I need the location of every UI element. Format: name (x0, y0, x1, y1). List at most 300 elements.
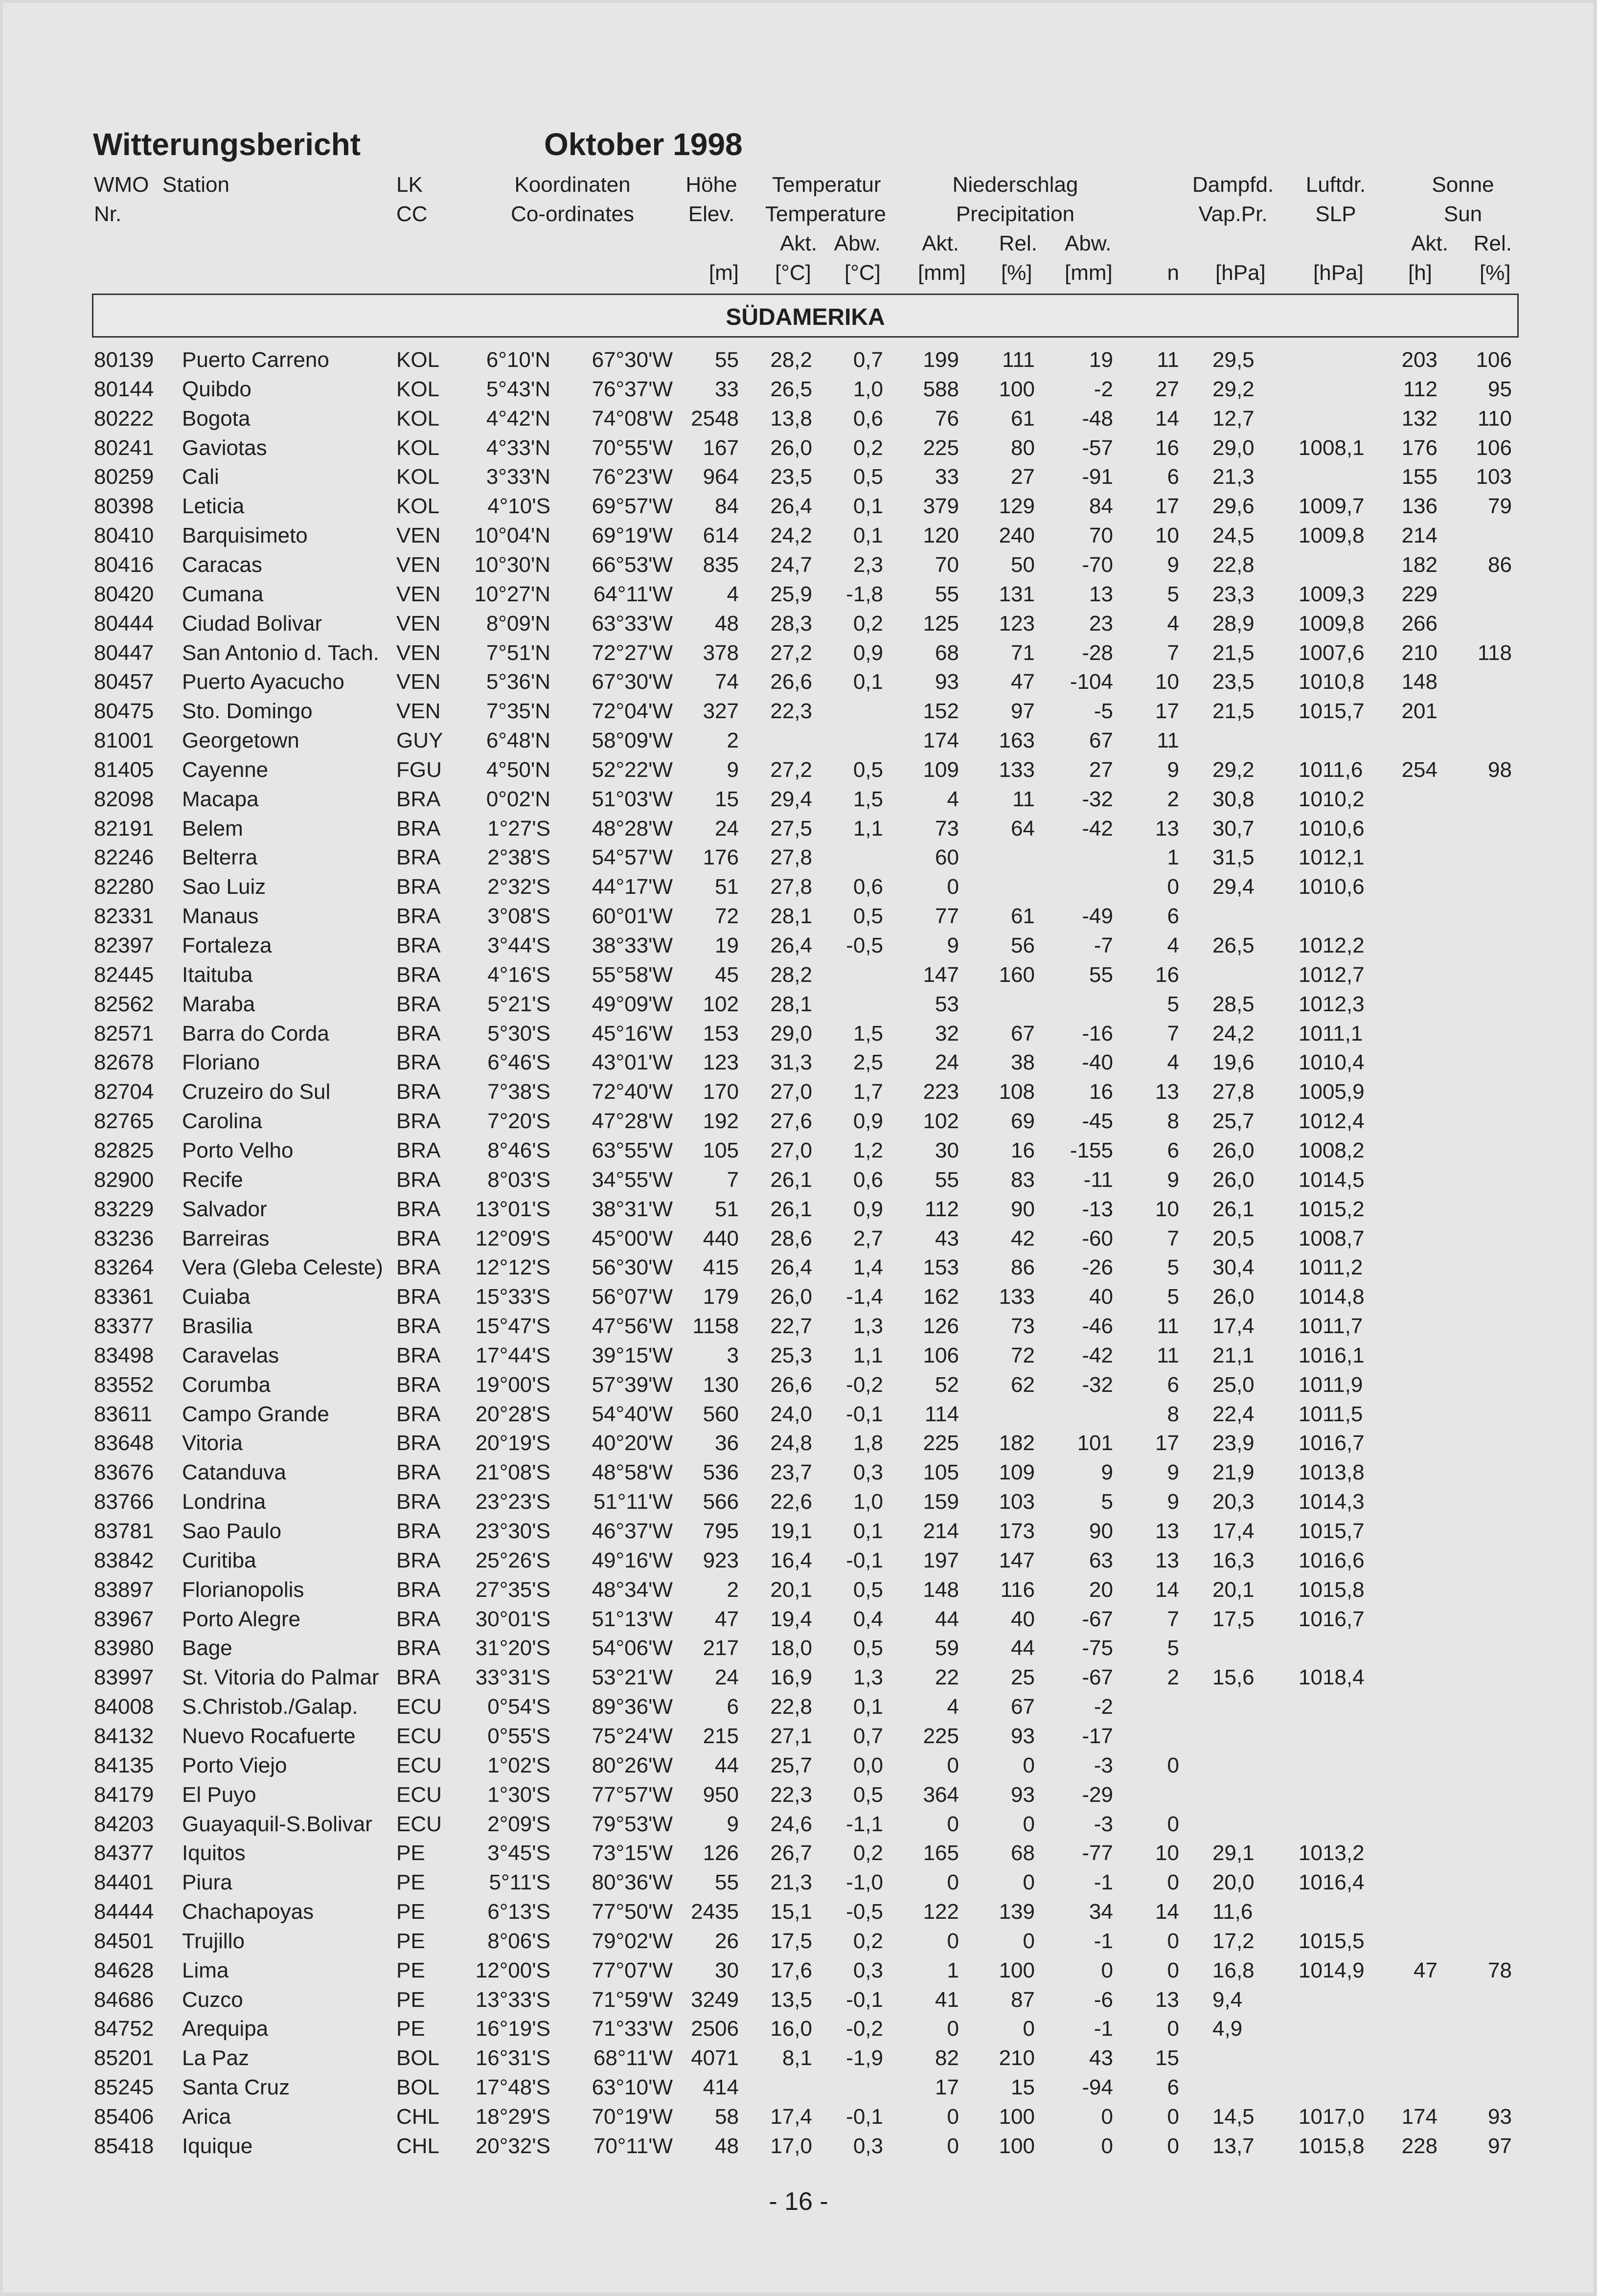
vapour-pressure: 22,8 (1212, 552, 1255, 577)
header-sun-akt-unit: [h] (1408, 261, 1432, 285)
vapour-pressure: 23,9 (1212, 1431, 1255, 1455)
temp-abw: 0,1 (853, 1519, 883, 1543)
temp-akt: 19,1 (770, 1519, 812, 1543)
latitude: 5°36'N (486, 670, 550, 694)
table-row (0, 697, 1597, 726)
longitude: 54°40'W (592, 1402, 673, 1426)
longitude: 63°55'W (592, 1138, 673, 1162)
elevation: 47 (715, 1607, 739, 1631)
temp-akt: 23,5 (770, 465, 812, 489)
station-name: Trujillo (182, 1929, 245, 1953)
prec-akt: 109 (923, 757, 959, 782)
rain-days: 6 (1167, 904, 1179, 929)
wmo-number: 80259 (94, 465, 154, 489)
station-name: Cayenne (182, 757, 269, 782)
country-code: BRA (396, 904, 441, 929)
country-code: KOL (396, 348, 440, 372)
prec-abw: 101 (1077, 1431, 1113, 1455)
vapour-pressure: 22,4 (1212, 1402, 1255, 1426)
table-row (0, 814, 1597, 843)
longitude: 54°06'W (592, 1636, 673, 1660)
vapour-pressure: 17,4 (1212, 1519, 1255, 1543)
longitude: 70°55'W (592, 435, 673, 460)
elevation: 105 (703, 1138, 739, 1162)
table-row (0, 1165, 1597, 1195)
prec-abw: -75 (1082, 1636, 1113, 1660)
prec-rel: 11 (1012, 787, 1035, 811)
latitude: 12°09'S (475, 1226, 550, 1250)
prec-akt: 174 (923, 728, 959, 753)
latitude: 30°01'S (475, 1607, 550, 1631)
country-code: BRA (396, 1490, 441, 1514)
elevation: 84 (715, 494, 739, 519)
page-number: - 16 - (769, 2187, 828, 2216)
sea-level-pressure: 1011,7 (1299, 1314, 1363, 1339)
table-row (0, 1224, 1597, 1253)
header-dampfd: Dampfd. (1192, 173, 1274, 197)
sea-level-pressure: 1010,6 (1299, 816, 1365, 841)
latitude: 3°08'S (487, 904, 550, 929)
temp-abw: 1,4 (853, 1255, 883, 1280)
temp-akt: 18,0 (770, 1636, 812, 1660)
table-row (0, 492, 1597, 521)
station-name: S.Christob./Galap. (182, 1695, 358, 1719)
rain-days: 6 (1167, 1372, 1179, 1397)
latitude: 6°13'S (487, 1900, 550, 1924)
vapour-pressure: 24,5 (1212, 523, 1255, 548)
prec-rel: 100 (999, 377, 1035, 401)
table-row (0, 1546, 1597, 1575)
prec-abw: -42 (1082, 816, 1113, 841)
elevation: 192 (703, 1109, 739, 1134)
temp-akt: 22,8 (770, 1695, 812, 1719)
wmo-number: 84132 (94, 1724, 154, 1748)
wmo-number: 80144 (94, 377, 154, 401)
longitude: 71°59'W (592, 1987, 673, 2012)
temp-abw: 0,1 (853, 670, 883, 694)
header-sun-rel: Rel. (1473, 231, 1512, 255)
temp-akt: 27,1 (770, 1724, 812, 1748)
temp-abw: -0,2 (846, 1372, 883, 1397)
prec-akt: 24 (935, 1050, 959, 1075)
station-name: Nuevo Rocafuerte (182, 1724, 356, 1748)
vapour-pressure: 11,6 (1212, 1900, 1253, 1924)
wmo-number: 85245 (94, 2075, 154, 2100)
country-code: KOL (396, 406, 440, 431)
country-code: BRA (396, 845, 441, 870)
vapour-pressure: 14,5 (1212, 2105, 1255, 2129)
prec-akt: 148 (923, 1577, 959, 1602)
prec-rel: 0 (1023, 1812, 1035, 1836)
rain-days: 6 (1167, 1138, 1179, 1162)
rain-days: 10 (1155, 1841, 1179, 1865)
rain-days: 0 (1167, 2105, 1179, 2129)
rain-days: 16 (1155, 962, 1179, 987)
station-name: Guayaquil-S.Bolivar (182, 1812, 372, 1836)
country-code: BOL (396, 2046, 440, 2070)
latitude: 20°32'S (475, 2134, 550, 2158)
prec-rel: 123 (999, 611, 1035, 636)
sea-level-pressure: 1010,2 (1299, 787, 1365, 811)
sea-level-pressure: 1015,5 (1299, 1929, 1365, 1953)
station-name: Puerto Ayacucho (182, 670, 344, 694)
table-row (0, 521, 1597, 550)
prec-akt: 588 (923, 377, 959, 401)
prec-rel: 25 (1011, 1665, 1035, 1690)
vapour-pressure: 15,6 (1212, 1665, 1255, 1690)
table-row (0, 1575, 1597, 1605)
elevation: 950 (703, 1782, 739, 1807)
temp-akt: 26,4 (770, 1255, 812, 1280)
prec-abw: 63 (1089, 1548, 1113, 1572)
sun-akt: 47 (1414, 1958, 1437, 1982)
temp-abw: -1,8 (846, 582, 883, 606)
vapour-pressure: 26,0 (1212, 1285, 1255, 1309)
vapour-pressure: 19,6 (1212, 1050, 1255, 1075)
header-prec-akt-unit: [mm] (918, 261, 966, 285)
station-name: Sao Paulo (182, 1519, 282, 1543)
country-code: ECU (396, 1724, 442, 1748)
vapour-pressure: 13,7 (1212, 2134, 1255, 2158)
sea-level-pressure: 1010,8 (1299, 670, 1365, 694)
elevation: 4 (727, 582, 739, 606)
rain-days: 10 (1155, 670, 1179, 694)
temp-akt: 26,0 (770, 1285, 812, 1309)
elevation: 123 (703, 1050, 739, 1075)
country-code: BRA (396, 1431, 441, 1455)
prec-rel: 139 (999, 1900, 1035, 1924)
temp-akt: 16,0 (770, 2017, 812, 2041)
temp-akt: 24,7 (770, 552, 812, 577)
prec-abw: -49 (1082, 904, 1113, 929)
sea-level-pressure: 1018,4 (1299, 1665, 1365, 1690)
longitude: 48°34'W (592, 1577, 673, 1602)
vapour-pressure: 20,3 (1212, 1490, 1255, 1514)
prec-abw: -40 (1082, 1050, 1113, 1075)
prec-akt: 153 (923, 1255, 959, 1280)
prec-akt: 77 (935, 904, 959, 929)
country-code: BRA (396, 1285, 441, 1309)
sun-rel: 110 (1477, 406, 1512, 431)
sun-akt: 112 (1403, 377, 1437, 401)
country-code: BRA (396, 1021, 441, 1046)
prec-rel: 240 (999, 523, 1035, 548)
header-coordinates: Co-ordinates (511, 202, 634, 226)
country-code: BRA (396, 1255, 441, 1280)
temp-akt: 27,8 (770, 875, 812, 899)
rain-days: 4 (1167, 933, 1179, 957)
temp-akt: 24,0 (770, 1402, 812, 1426)
temp-akt: 27,8 (770, 845, 812, 870)
rain-days: 9 (1167, 552, 1179, 577)
elevation: 153 (703, 1021, 739, 1046)
elevation: 923 (703, 1548, 739, 1572)
sea-level-pressure: 1010,4 (1299, 1050, 1365, 1075)
table-row (0, 1663, 1597, 1692)
prec-abw: -32 (1082, 1372, 1113, 1397)
temp-akt: 20,1 (770, 1577, 812, 1602)
temp-akt: 28,1 (770, 992, 812, 1016)
table-row (0, 1429, 1597, 1458)
latitude: 0°02'N (486, 787, 550, 811)
temp-abw: -1,9 (846, 2046, 883, 2070)
longitude: 40°20'W (592, 1431, 673, 1455)
prec-rel: 67 (1011, 1695, 1035, 1719)
station-name: Quibdo (182, 377, 251, 401)
country-code: BRA (396, 1372, 441, 1397)
report-period: Oktober 1998 (544, 127, 743, 162)
latitude: 1°02'S (487, 1753, 550, 1777)
temp-abw: 0,2 (853, 611, 883, 636)
temp-abw: 0,6 (853, 406, 883, 431)
station-name: Porto Velho (182, 1138, 294, 1162)
wmo-number: 80444 (94, 611, 154, 636)
rain-days: 0 (1167, 1870, 1179, 1895)
temp-abw: 2,3 (853, 552, 883, 577)
table-row (0, 990, 1597, 1019)
vapour-pressure: 21,1 (1212, 1343, 1255, 1367)
latitude: 0°55'S (487, 1724, 550, 1748)
elevation: 19 (715, 933, 739, 957)
elevation: 4071 (691, 2046, 739, 2070)
sea-level-pressure: 1014,5 (1299, 1167, 1365, 1192)
rain-days: 7 (1167, 1021, 1179, 1046)
sun-akt: 148 (1401, 670, 1437, 694)
temp-akt: 23,7 (770, 1460, 812, 1485)
vapour-pressure: 20,5 (1212, 1226, 1255, 1250)
table-row (0, 1019, 1597, 1048)
rain-days: 9 (1167, 1167, 1179, 1192)
wmo-number: 82397 (94, 933, 154, 957)
table-row (0, 1751, 1597, 1780)
prec-abw: -3 (1094, 1753, 1113, 1777)
longitude: 53°21'W (592, 1665, 673, 1690)
prec-akt: 152 (923, 699, 959, 724)
table-row (0, 1956, 1597, 1985)
longitude: 68°11'W (593, 2046, 673, 2070)
station-name: Georgetown (182, 728, 299, 753)
longitude: 70°11'W (593, 2134, 673, 2158)
country-code: BRA (396, 1109, 441, 1134)
elevation: 2 (727, 1577, 739, 1602)
sun-rel: 103 (1476, 465, 1512, 489)
prec-abw: -104 (1070, 670, 1113, 694)
prec-abw: 9 (1101, 1460, 1113, 1485)
latitude: 18°29'S (475, 2105, 550, 2129)
elevation: 30 (715, 1958, 739, 1982)
rain-days: 6 (1167, 465, 1179, 489)
temp-akt: 13,8 (770, 406, 812, 431)
temp-abw: 0,4 (853, 1607, 883, 1631)
prec-abw: 90 (1089, 1519, 1113, 1543)
country-code: GUY (396, 728, 443, 753)
wmo-number: 80416 (94, 552, 154, 577)
sea-level-pressure: 1008,7 (1299, 1226, 1365, 1250)
temp-akt: 28,2 (770, 348, 812, 372)
wmo-number: 85406 (94, 2105, 154, 2129)
country-code: BRA (396, 1050, 441, 1075)
station-name: Piura (182, 1870, 232, 1895)
station-name: La Paz (182, 2046, 249, 2070)
prec-abw: -91 (1082, 465, 1113, 489)
header-niederschlag: Niederschlag (952, 173, 1078, 197)
country-code: VEN (396, 640, 441, 665)
vapour-pressure: 16,3 (1212, 1548, 1255, 1572)
temp-akt: 15,1 (770, 1900, 812, 1924)
elevation: 2548 (691, 406, 739, 431)
country-code: VEN (396, 670, 441, 694)
sea-level-pressure: 1014,9 (1299, 1958, 1365, 1982)
wmo-number: 83676 (94, 1460, 154, 1485)
sea-level-pressure: 1008,2 (1299, 1138, 1365, 1162)
prec-akt: 105 (923, 1460, 959, 1485)
temp-akt: 26,1 (770, 1167, 812, 1192)
vapour-pressure: 26,1 (1212, 1197, 1255, 1221)
temp-abw: -1,1 (846, 1812, 883, 1836)
header-nr: Nr. (94, 202, 122, 226)
latitude: 15°33'S (475, 1285, 550, 1309)
prec-akt: 0 (947, 1812, 959, 1836)
wmo-number: 83361 (94, 1285, 154, 1309)
country-code: BRA (396, 875, 441, 899)
header-dampfd-unit: [hPa] (1215, 261, 1266, 285)
prec-rel: 131 (999, 582, 1035, 606)
prec-abw: -67 (1082, 1607, 1113, 1631)
prec-rel: 68 (1011, 1841, 1035, 1865)
prec-rel: 0 (1023, 1870, 1035, 1895)
prec-abw: -11 (1083, 1167, 1113, 1192)
header-hoehe-unit: [m] (708, 261, 739, 285)
prec-rel: 108 (999, 1080, 1035, 1104)
temp-akt: 27,5 (770, 816, 812, 841)
temp-abw: -0,5 (846, 1900, 883, 1924)
rain-days: 0 (1167, 2017, 1179, 2041)
rain-days: 0 (1167, 1812, 1179, 1836)
station-name: St. Vitoria do Palmar (182, 1665, 379, 1690)
latitude: 5°21'S (487, 992, 550, 1016)
prec-abw: -1 (1094, 1870, 1113, 1895)
header-precipitation: Precipitation (956, 202, 1075, 226)
region-header-box (92, 294, 1519, 338)
wmo-number: 84135 (94, 1753, 154, 1777)
temp-akt: 21,3 (770, 1870, 812, 1895)
sea-level-pressure: 1014,8 (1299, 1285, 1365, 1309)
prec-abw: -17 (1082, 1724, 1113, 1748)
latitude: 15°47'S (475, 1314, 550, 1339)
temp-abw: 0,5 (853, 757, 883, 782)
prec-abw: -7 (1094, 933, 1113, 957)
station-name: Barquisimeto (182, 523, 308, 548)
elevation: 24 (715, 816, 739, 841)
header-temp-abw-unit: [°C] (844, 261, 881, 285)
country-code: PE (396, 1870, 425, 1895)
elevation: 24 (715, 1665, 739, 1690)
rain-days: 0 (1167, 875, 1179, 899)
latitude: 10°04'N (474, 523, 550, 548)
prec-abw: -26 (1082, 1255, 1113, 1280)
station-name: Arica (182, 2105, 231, 2129)
prec-rel: 64 (1011, 816, 1035, 841)
elevation: 835 (703, 552, 739, 577)
elevation: 126 (703, 1841, 739, 1865)
longitude: 57°39'W (592, 1372, 673, 1397)
longitude: 63°10'W (592, 2075, 673, 2100)
longitude: 77°57'W (592, 1782, 673, 1807)
sea-level-pressure: 1013,8 (1299, 1460, 1365, 1485)
header-prec-rel: Rel. (999, 231, 1037, 255)
sea-level-pressure: 1015,8 (1299, 2134, 1365, 2158)
rain-days: 17 (1155, 1431, 1179, 1455)
longitude: 47°56'W (592, 1314, 673, 1339)
latitude: 3°45'S (487, 1841, 550, 1865)
wmo-number: 82191 (94, 816, 154, 841)
temp-abw: 0,2 (853, 1841, 883, 1865)
wmo-number: 84501 (94, 1929, 154, 1953)
prec-akt: 112 (924, 1197, 959, 1221)
table-row (0, 609, 1597, 638)
latitude: 23°23'S (475, 1490, 550, 1514)
prec-akt: 223 (923, 1080, 959, 1104)
longitude: 69°19'W (592, 523, 673, 548)
temp-abw: -1,0 (846, 1870, 883, 1895)
temp-abw: 0,7 (853, 1724, 883, 1748)
temp-abw: 0,5 (853, 1636, 883, 1660)
station-name: El Puyo (182, 1782, 256, 1807)
latitude: 5°30'S (487, 1021, 550, 1046)
latitude: 17°44'S (475, 1343, 550, 1367)
prec-akt: 0 (947, 2105, 959, 2129)
wmo-number: 83648 (94, 1431, 154, 1455)
elevation: 566 (703, 1490, 739, 1514)
prec-rel: 116 (1000, 1577, 1035, 1602)
table-row (0, 375, 1597, 404)
wmo-number: 82098 (94, 787, 154, 811)
latitude: 4°50'N (486, 757, 550, 782)
prec-akt: 52 (935, 1372, 959, 1397)
sun-akt: 132 (1401, 406, 1437, 431)
prec-akt: 199 (923, 348, 959, 372)
temp-akt: 28,1 (770, 904, 812, 929)
sea-level-pressure: 1009,7 (1299, 494, 1365, 519)
longitude: 79°02'W (592, 1929, 673, 1953)
prec-rel: 87 (1011, 1987, 1035, 2012)
longitude: 39°15'W (592, 1343, 673, 1367)
sea-level-pressure: 1005,9 (1299, 1080, 1365, 1104)
latitude: 3°33'N (486, 465, 550, 489)
sun-akt: 203 (1401, 348, 1437, 372)
longitude: 70°19'W (592, 2105, 673, 2129)
header-temperatur: Temperatur (772, 173, 881, 197)
sun-akt: 210 (1401, 640, 1437, 665)
wmo-number: 80475 (94, 699, 154, 724)
wmo-number: 84686 (94, 1987, 154, 2012)
temp-abw: 1,5 (853, 787, 883, 811)
wmo-number: 80447 (94, 640, 154, 665)
prec-abw: 0 (1101, 2134, 1113, 2158)
temp-akt: 22,6 (770, 1490, 812, 1514)
wmo-number: 82331 (94, 904, 154, 929)
prec-rel: 15 (1011, 2075, 1035, 2100)
longitude: 58°09'W (592, 728, 673, 753)
elevation: 179 (703, 1285, 739, 1309)
sun-akt: 176 (1401, 435, 1437, 460)
elevation: 33 (715, 377, 739, 401)
prec-abw: -28 (1082, 640, 1113, 665)
country-code: CHL (396, 2105, 440, 2129)
header-prec-abw: Abw. (1065, 231, 1112, 255)
longitude: 45°00'W (592, 1226, 673, 1250)
vapour-pressure: 21,9 (1212, 1460, 1255, 1485)
